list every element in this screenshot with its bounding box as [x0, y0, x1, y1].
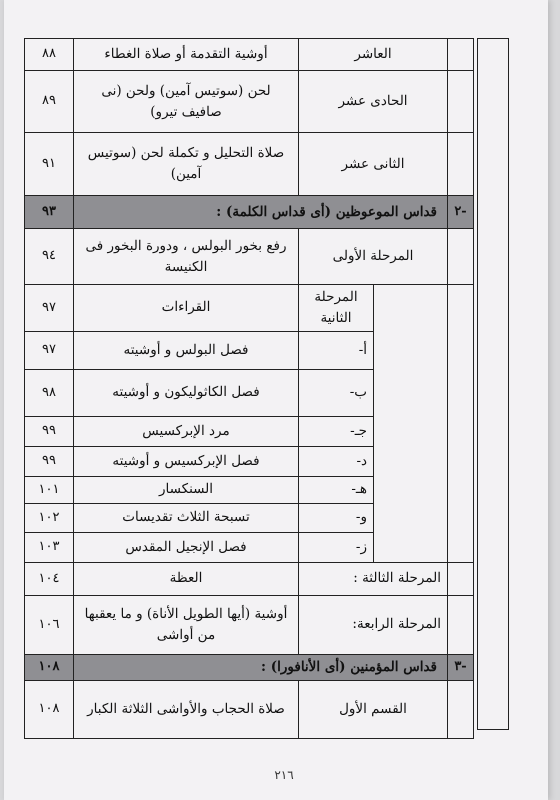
stage-page: ٩٤ — [25, 229, 74, 285]
part-row — [25, 680, 474, 738]
stage-title: القراءات — [74, 285, 299, 332]
row-section: الحادى عشر — [299, 71, 448, 133]
stage-row — [25, 285, 474, 332]
row-title: لحن (سوتيس آمين) ولحن (نى صافيف تيرو) — [74, 71, 299, 133]
margin-rail — [477, 38, 509, 730]
reading-title: فصل البولس و أوشيته — [74, 331, 299, 369]
stage-title: العظة — [74, 562, 299, 595]
reading-letter: و- — [299, 503, 374, 532]
reading-page: ٩٧ — [25, 331, 74, 369]
row-title: صلاة التحليل و تكملة لحن (سوتيس آمين) — [74, 133, 299, 196]
reading-letter: هـ- — [299, 476, 374, 503]
part-page: ١٠٨ — [25, 680, 74, 738]
toc-table — [24, 38, 474, 739]
toc-row — [25, 39, 474, 71]
reading-page: ٩٩ — [25, 416, 74, 446]
stage-label: المرحلة الأولى — [299, 229, 448, 285]
reading-letter: أ- — [299, 331, 374, 369]
reading-page: ٩٩ — [25, 446, 74, 476]
stage-label: المرحلة الثانية — [299, 285, 374, 332]
band-number: -٢ — [448, 196, 474, 229]
reading-title: السنكسار — [74, 476, 299, 503]
band-title: قداس المؤمنين (أى الأنافورا) : — [74, 654, 448, 680]
reading-title: فصل الإنجيل المقدس — [74, 532, 299, 562]
book-page — [4, 0, 548, 800]
part-title: صلاة الحجاب والأواشى الثلاثة الكبار — [74, 680, 299, 738]
reading-letter: ز- — [299, 532, 374, 562]
reading-page: ١٠٢ — [25, 503, 74, 532]
reading-letter: ب- — [299, 369, 374, 416]
stage-title: رفع بخور البولس ، ودورة البخور فى الكنيسة — [74, 229, 299, 285]
row-title: أوشية التقدمة أو صلاة الغطاء — [74, 39, 299, 71]
reading-title: فصل الإبركسيس و أوشيته — [74, 446, 299, 476]
stage-row — [25, 562, 474, 595]
band-number: -٣ — [448, 654, 474, 680]
row-section: الثانى عشر — [299, 133, 448, 196]
reading-page: ٩٨ — [25, 369, 74, 416]
stage-page: ٩٧ — [25, 285, 74, 332]
page-number: ٢١٦ — [274, 768, 294, 782]
stage-page: ١٠٤ — [25, 562, 74, 595]
row-page: ٨٩ — [25, 71, 74, 133]
stage-row — [25, 229, 474, 285]
stage-label: المرحلة الثالثة : — [299, 562, 448, 595]
reading-letter: د- — [299, 446, 374, 476]
toc-row — [25, 133, 474, 196]
reading-title: مرد الإبركسيس — [74, 416, 299, 446]
part-label: القسم الأول — [299, 680, 448, 738]
row-page: ٩١ — [25, 133, 74, 196]
section-band — [25, 196, 474, 229]
reading-title: فصل الكاثوليكون و أوشيته — [74, 369, 299, 416]
stage-page: ١٠٦ — [25, 595, 74, 654]
reading-letter: جـ- — [299, 416, 374, 446]
band-title: قداس الموعوظين (أى قداس الكلمة) : — [74, 196, 448, 229]
band-page: ٩٣ — [25, 196, 74, 229]
section-band — [25, 654, 474, 680]
stage-label: المرحلة الرابعة: — [299, 595, 448, 654]
band-page: ١٠٨ — [25, 654, 74, 680]
reading-title: تسبحة الثلاث تقديسات — [74, 503, 299, 532]
toc-row — [25, 71, 474, 133]
row-page: ٨٨ — [25, 39, 74, 71]
reading-page: ١٠٣ — [25, 532, 74, 562]
row-section: العاشر — [299, 39, 448, 71]
stage-row — [25, 595, 474, 654]
reading-page: ١٠١ — [25, 476, 74, 503]
stage-title: أوشية (أيها الطويل الأناة) و ما يعقبها من أواشى — [74, 595, 299, 654]
